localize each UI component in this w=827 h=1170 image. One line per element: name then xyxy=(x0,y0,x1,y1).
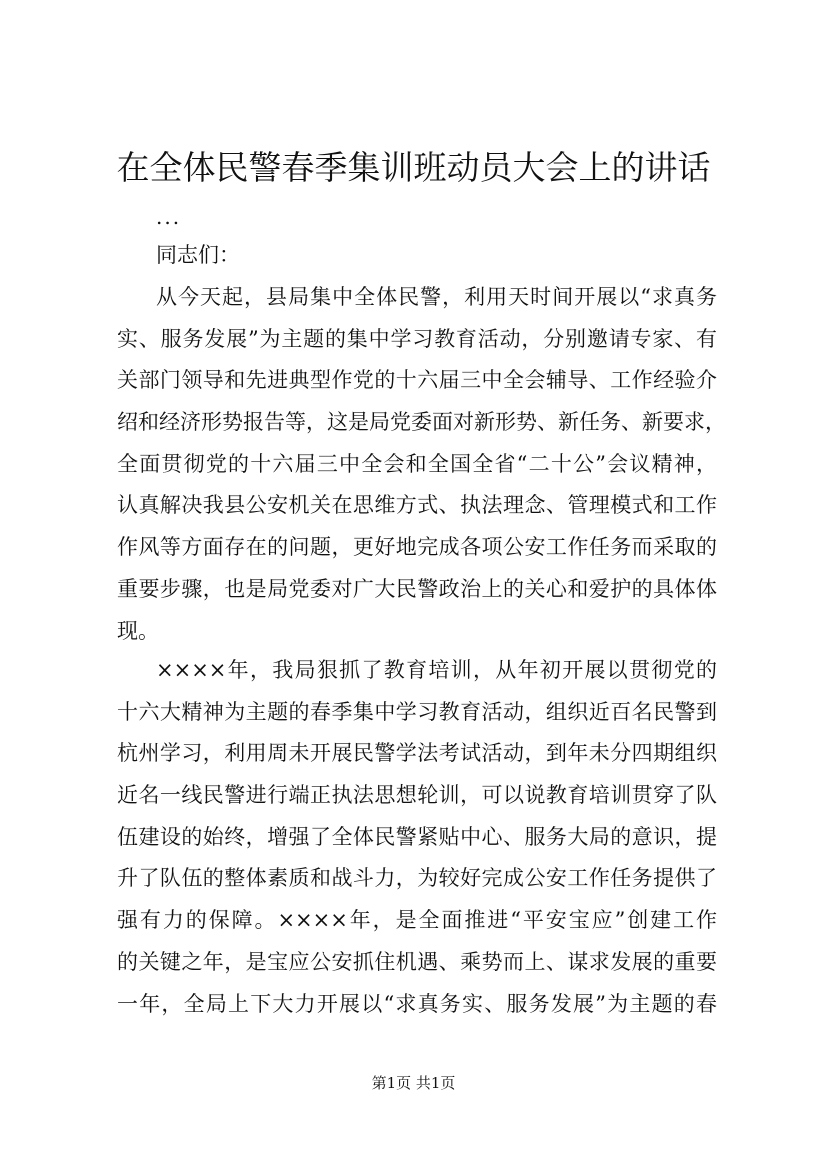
paragraph-line: 全面贯彻党的十六届三中全会和全国全省“二十公”会议精神， xyxy=(117,451,717,476)
paragraph-2 xyxy=(117,650,717,1025)
paragraph-1 xyxy=(117,277,726,652)
paragraph-line: 十六大精神为主题的春季集中学习教育活动，组织近百名民警到 xyxy=(117,699,717,724)
paragraph-line: 伍建设的始终，增强了全体民警紧贴中心、服务大局的意识，提 xyxy=(117,824,717,849)
paragraph-line: 重要步骤，也是局党委对广大民警政治上的关心和爱护的具体体 xyxy=(117,576,717,601)
paragraph-line: 一年，全局上下大力开展以“求真务实、服务发展”为主题的春 xyxy=(117,991,717,1016)
salutation: 同志们： xyxy=(156,243,240,267)
paragraph-line: 从今天起，县局集中全体民警，利用天时间开展以“求真务 xyxy=(156,285,717,309)
paragraph-line: 绍和经济形势报告等，这是局党委面对新形势、新任务、新要求， xyxy=(117,410,726,435)
paragraph-line: 实、服务发展”为主题的集中学习教育活动，分别邀请专家、有 xyxy=(117,326,717,351)
paragraph-line: ××××年，我局狠抓了教育培训，从年初开展以贯彻党的 xyxy=(156,658,717,682)
paragraph-line: 认真解决我县公安机关在思维方式、执法理念、管理模式和工作 xyxy=(117,493,717,518)
page-footer: 第1页 共1页 xyxy=(371,1074,456,1092)
paragraph-line: 关部门领导和先进典型作党的十六届三中全会辅导、工作经验介 xyxy=(117,368,717,393)
paragraph-line: 现。 xyxy=(117,618,159,643)
paragraph-line: 近名一线民警进行端正执法思想轮训，可以说教育培训贯穿了队 xyxy=(117,783,717,808)
paragraph-line: 升了队伍的整体素质和战斗力，为较好完成公安工作任务提供了 xyxy=(117,866,717,891)
document-title: 在全体民警春季集训班动员大会上的讲话 xyxy=(116,148,711,187)
ellipsis-text: ... xyxy=(156,205,182,229)
paragraph-line: 的关键之年，是宝应公安抓住机遇、乘势而上、谋求发展的重要 xyxy=(117,949,717,974)
paragraph-line: 杭州学习，利用周未开展民警学法考试活动，到年未分四期组织 xyxy=(117,741,717,766)
paragraph-line: 强有力的保障。××××年，是全面推进“平安宝应”创建工作 xyxy=(117,908,717,933)
paragraph-line: 作风等方面存在的问题，更好地完成各项公安工作任务而采取的 xyxy=(117,535,717,560)
